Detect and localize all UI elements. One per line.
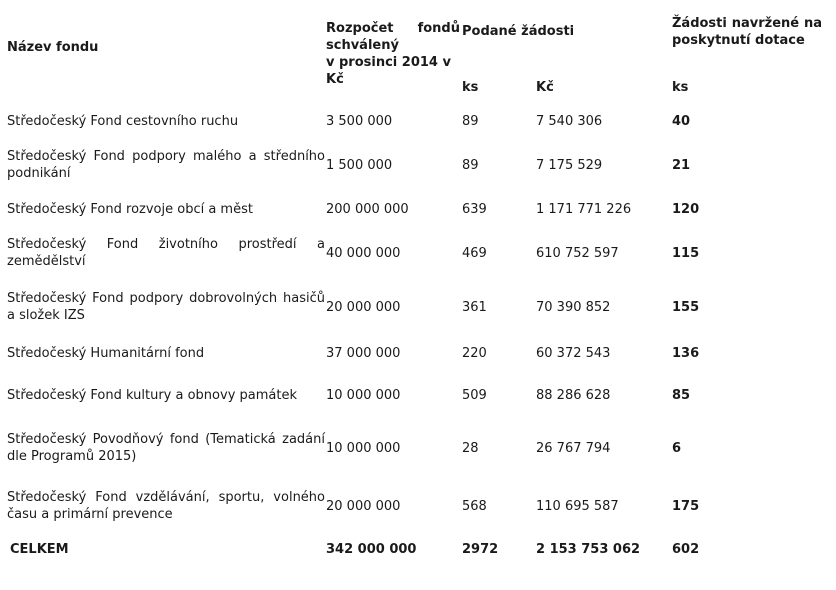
row-9-proposed: 175 [672, 499, 700, 514]
row-9-fund-name-line2: času a primární prevence [7, 507, 173, 522]
header-fund-name: Název fondu [7, 40, 99, 55]
row-4-count: 469 [462, 246, 487, 261]
row-7-budget: 10 000 000 [326, 388, 401, 403]
header-submitted: Podané žádosti [462, 24, 575, 39]
row-5-proposed: 155 [672, 300, 700, 315]
row-4-budget: 40 000 000 [326, 246, 401, 261]
total-amount: 2 153 753 062 [536, 542, 641, 557]
row-2-count: 89 [462, 158, 479, 173]
header-budget [326, 20, 460, 88]
total-budget: 342 000 000 [326, 542, 417, 557]
row-1-budget: 3 500 000 [326, 114, 393, 129]
row-4-fund-name-line1: Středočeský Fond životního prostředí a [7, 237, 325, 252]
row-1-proposed: 40 [672, 114, 691, 129]
row-5-fund-name [7, 290, 325, 324]
row-9-count: 568 [462, 499, 487, 514]
row-8-proposed: 6 [672, 441, 682, 456]
header-proposed-line2: poskytnutí dotace [672, 33, 805, 48]
row-8-fund-name-line2: dle Programů 2015) [7, 449, 137, 464]
total-proposed: 602 [672, 542, 700, 557]
total-count: 2972 [462, 542, 499, 557]
row-9-amount: 110 695 587 [536, 499, 619, 514]
row-2-fund-name [7, 148, 325, 182]
row-7-fund-name: Středočeský Fond kultury a obnovy památek [7, 388, 297, 403]
row-5-fund-name-line1: Středočeský Fond podpory dobrovolných hasičů [7, 291, 325, 306]
header-proposed-word3: na [803, 16, 822, 31]
row-6-budget: 37 000 000 [326, 346, 401, 361]
row-7-amount: 88 286 628 [536, 388, 611, 403]
unit-count: ks [462, 80, 479, 95]
row-3-count: 639 [462, 202, 487, 217]
row-1-fund-name: Středočeský Fond cestovního ruchu [7, 114, 239, 129]
row-5-fund-name-line2: a složek IZS [7, 308, 85, 323]
row-7-proposed: 85 [672, 388, 691, 403]
row-5-count: 361 [462, 300, 487, 315]
row-2-fund-name-line1: Středočeský Fond podpory malého a středního [7, 149, 325, 164]
row-1-amount: 7 540 306 [536, 114, 603, 129]
row-9-fund-name-line1: Středočeský Fond vzdělávání, sportu, volného [7, 490, 325, 505]
row-8-fund-name-line1: Středočeský Povodňový fond (Tematická zadání [7, 432, 325, 447]
row-2-budget: 1 500 000 [326, 158, 393, 173]
header-proposed-word2: navržené [731, 16, 800, 31]
row-6-proposed: 136 [672, 346, 700, 361]
header-proposed [672, 15, 822, 49]
row-3-amount: 1 171 771 226 [536, 202, 632, 217]
row-1-count: 89 [462, 114, 479, 129]
row-4-fund-name [7, 236, 325, 270]
total-label: CELKEM [10, 542, 69, 557]
row-5-budget: 20 000 000 [326, 300, 401, 315]
row-6-amount: 60 372 543 [536, 346, 611, 361]
row-4-proposed: 115 [672, 246, 700, 261]
header-budget-word1: Rozpočet [326, 21, 394, 36]
row-3-budget: 200 000 000 [326, 202, 409, 217]
row-2-fund-name-line2: podnikání [7, 166, 71, 181]
unit-currency: Kč [536, 80, 554, 95]
row-3-fund-name: Středočeský Fond rozvoje obcí a měst [7, 202, 253, 217]
header-budget-line3: v prosinci 2014 v Kč [326, 55, 451, 87]
header-budget-line2: schválený [326, 38, 399, 53]
row-4-fund-name-line2: zemědělství [7, 254, 86, 269]
row-6-fund-name: Středočeský Humanitární fond [7, 346, 205, 361]
unit-proposed: ks [672, 80, 689, 95]
header-proposed-word1: Žádosti [672, 16, 727, 31]
row-7-count: 509 [462, 388, 487, 403]
header-budget-word2: fondů [417, 21, 460, 36]
row-8-fund-name [7, 431, 325, 465]
row-8-budget: 10 000 000 [326, 441, 401, 456]
row-8-amount: 26 767 794 [536, 441, 611, 456]
row-6-count: 220 [462, 346, 487, 361]
row-9-fund-name [7, 489, 325, 523]
row-4-amount: 610 752 597 [536, 246, 619, 261]
row-5-amount: 70 390 852 [536, 300, 611, 315]
row-8-count: 28 [462, 441, 479, 456]
row-2-amount: 7 175 529 [536, 158, 603, 173]
row-9-budget: 20 000 000 [326, 499, 401, 514]
row-2-proposed: 21 [672, 158, 691, 173]
row-3-proposed: 120 [672, 202, 700, 217]
